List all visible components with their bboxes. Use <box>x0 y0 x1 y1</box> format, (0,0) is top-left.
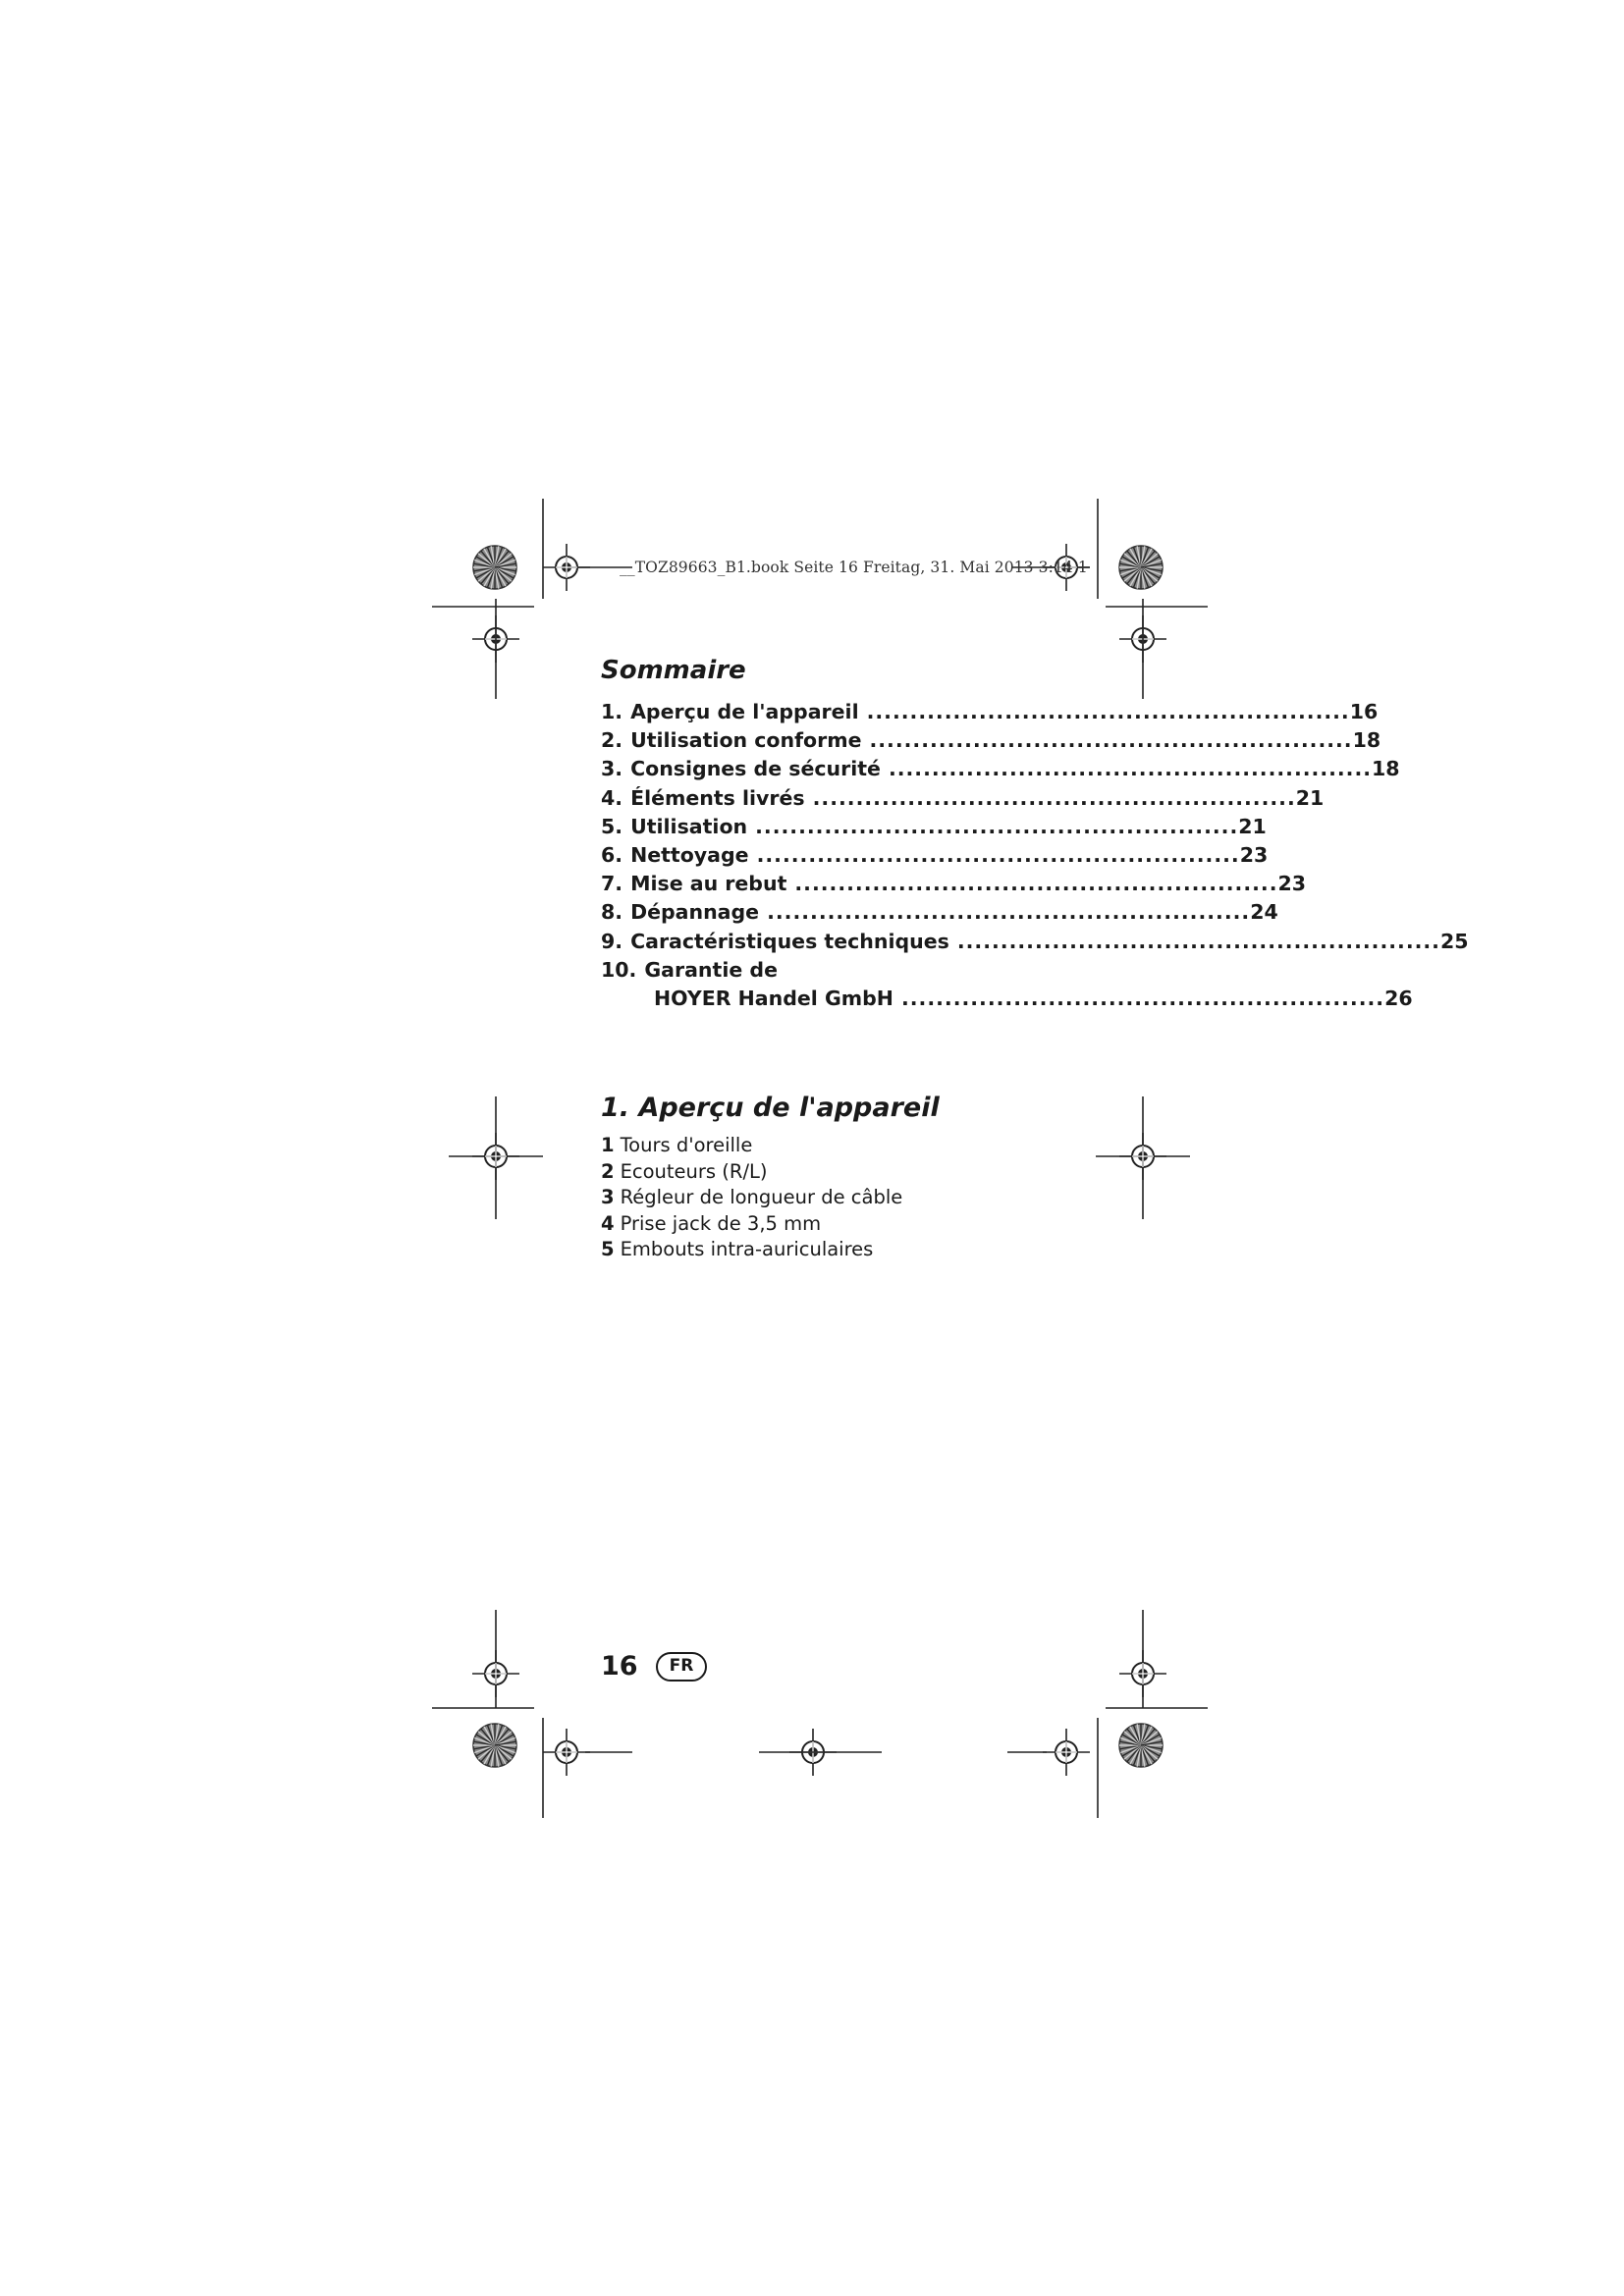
toc-entry-number: 9. <box>601 929 623 953</box>
registration-target <box>543 1729 590 1776</box>
part-description: Prise jack de 3,5 mm <box>620 1211 822 1235</box>
toc-entry-page: 26 <box>1384 986 1413 1010</box>
toc-entry-page: 21 <box>1295 785 1325 810</box>
toc-leader-dots: ........................................................ <box>755 814 1239 838</box>
toc-leader-dots: ........................................................ <box>956 929 1440 953</box>
part-description: Régleur de longueur de câble <box>620 1186 903 1209</box>
toc-entry <box>601 755 1400 783</box>
list-item <box>601 1185 902 1211</box>
part-description: Tours d'oreille <box>620 1134 753 1156</box>
color-calibration-mark <box>473 546 516 589</box>
toc-leader-dots: ........................................................ <box>756 842 1240 867</box>
toc-entry-label: Utilisation <box>630 814 748 838</box>
color-calibration-mark <box>1119 546 1163 589</box>
color-calibration-mark <box>1119 1724 1163 1767</box>
registration-target <box>1119 1650 1166 1697</box>
registration-target <box>472 1650 519 1697</box>
toc-entry-page: 25 <box>1439 929 1469 953</box>
toc-entry-number: 10. <box>601 957 637 982</box>
toc-entry <box>601 956 1033 985</box>
toc-entry <box>601 898 1278 927</box>
toc-entry-number: 8. <box>601 900 623 925</box>
toc-entry-page: 18 <box>1352 728 1381 753</box>
toc-entry <box>601 726 1381 755</box>
toc-entry-number: 7. <box>601 872 623 896</box>
toc-leader-dots: ........................................................ <box>866 700 1350 723</box>
toc-entry-label: Aperçu de l'appareil <box>630 700 859 723</box>
part-number: 5 <box>601 1238 615 1261</box>
toc-entry-label: Garantie de <box>644 957 778 982</box>
color-calibration-mark <box>473 1724 516 1767</box>
toc-leader-dots: ........................................................ <box>900 986 1385 1010</box>
toc-entry-number: 4. <box>601 785 623 810</box>
part-number: 2 <box>601 1159 615 1183</box>
toc-entry-page: 24 <box>1250 900 1278 925</box>
toc-entry <box>601 928 1469 956</box>
toc-entry-page: 16 <box>1349 700 1379 723</box>
toc-entry-label: Nettoyage <box>630 842 749 867</box>
toc-entry-page: 21 <box>1238 814 1267 838</box>
list-item <box>601 1133 902 1159</box>
toc-title: Sommaire <box>601 656 746 685</box>
toc-entry-number: 5. <box>601 814 623 838</box>
part-description: Ecouteurs (R/L) <box>620 1159 768 1183</box>
toc-entry-number: 3. <box>601 757 623 781</box>
part-description: Embouts intra-auriculaires <box>620 1238 874 1261</box>
toc-entry-label: Caractéristiques techniques <box>630 929 949 953</box>
registration-target <box>1043 1729 1090 1776</box>
toc-entry <box>601 985 1413 1013</box>
toc-entry <box>601 813 1267 841</box>
part-number: 4 <box>601 1211 615 1235</box>
toc-entry-label: Mise au rebut <box>630 872 787 896</box>
print-slug: __TOZ89663_B1.book Seite 16 Freitag, 31. Mai 2013 3:14 1 <box>620 559 1088 576</box>
part-number: 3 <box>601 1186 615 1209</box>
language-badge: FR <box>656 1652 707 1682</box>
toc-entry <box>601 841 1269 870</box>
toc-leader-dots: ........................................................ <box>794 872 1278 896</box>
toc-entry-number: 2. <box>601 728 623 753</box>
toc-entry-label: Utilisation conforme <box>630 728 862 753</box>
registration-target <box>1119 1133 1166 1180</box>
toc-entry-label: HOYER Handel GmbH <box>654 986 893 1010</box>
toc-entry-page: 18 <box>1372 757 1400 781</box>
page-number: 16 <box>601 1651 638 1682</box>
toc-leader-dots: ........................................................ <box>812 785 1296 810</box>
toc-entry-label: Éléments livrés <box>630 785 805 810</box>
toc-entry-number: 1. <box>601 700 623 723</box>
registration-target <box>472 1133 519 1180</box>
toc-entry <box>601 870 1307 898</box>
toc-leader-dots: ........................................................ <box>888 757 1373 781</box>
list-item <box>601 1237 902 1263</box>
toc-entry-label: Dépannage <box>630 900 760 925</box>
toc-entry-page: 23 <box>1239 842 1269 867</box>
toc-leader-dots: ........................................................ <box>767 900 1251 925</box>
toc-entry <box>601 698 1379 726</box>
toc-entry-page: 23 <box>1277 872 1307 896</box>
toc-leader-dots: ........................................................ <box>869 728 1353 753</box>
list-item <box>601 1159 902 1186</box>
registration-target <box>543 544 590 591</box>
table-of-contents <box>601 698 1469 1013</box>
part-number: 1 <box>601 1134 615 1156</box>
toc-entry-number: 6. <box>601 842 623 867</box>
parts-list <box>601 1133 902 1263</box>
list-item <box>601 1211 902 1238</box>
toc-entry <box>601 784 1325 813</box>
toc-entry-label: Consignes de sécurité <box>630 757 881 781</box>
section-title: 1. Aperçu de l'appareil <box>601 1093 940 1123</box>
